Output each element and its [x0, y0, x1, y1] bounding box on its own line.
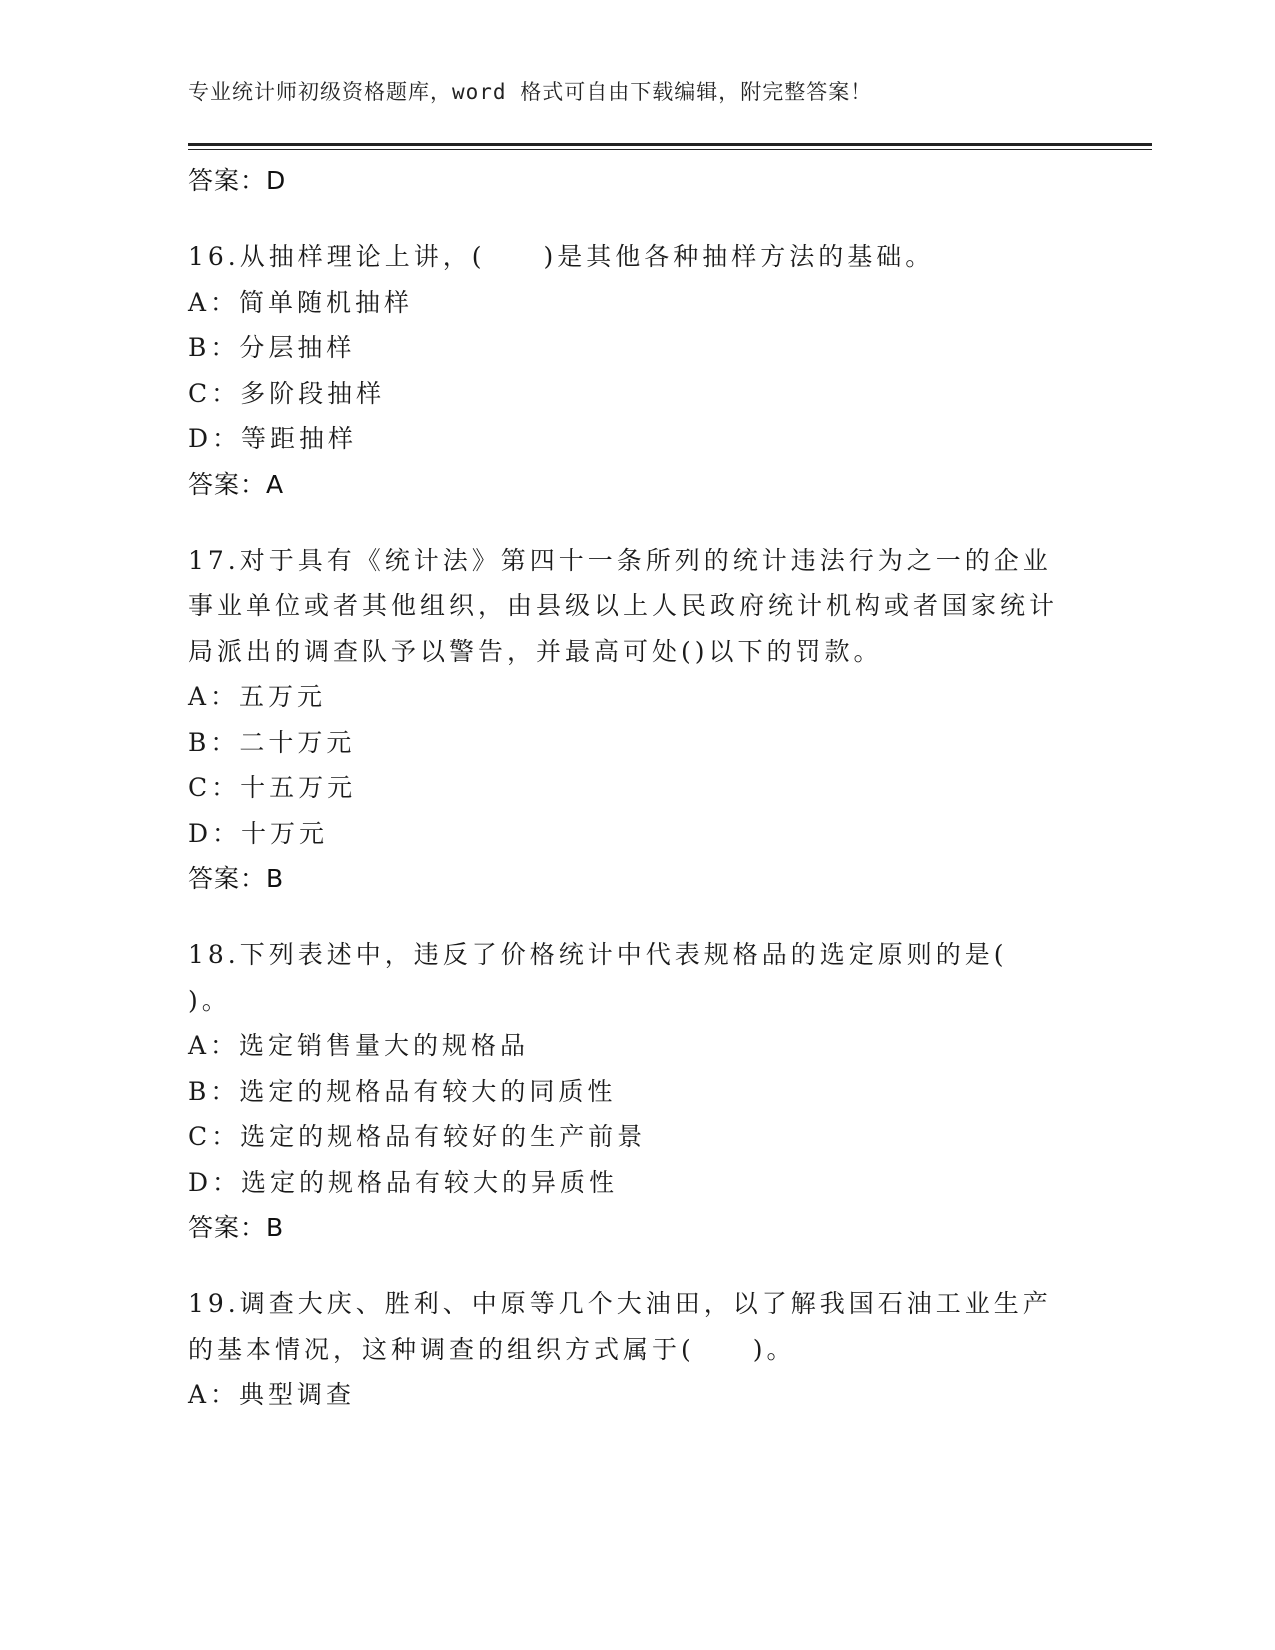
option-b: B：分层抽样 — [188, 333, 356, 362]
question-stem: 19.调查大庆、胜利、中原等几个大油田，以了解我国石油工业生产的基本情况，这种调查的组织方式属于( )。 — [188, 1289, 1052, 1364]
option-d: D：选定的规格品有较大的异质性 — [188, 1167, 619, 1197]
option-d: D：十万元 — [188, 818, 329, 848]
option-b: B：二十万元 — [188, 727, 356, 757]
option-a: A：选定销售量大的规格品 — [188, 1031, 530, 1060]
question-block-19 — [188, 1281, 1088, 1418]
question-block-18 — [188, 932, 1088, 1251]
question-stem: 16.从抽样理论上讲，( )是其他各种抽样方法的基础。 — [188, 242, 935, 271]
option-c: C：选定的规格品有较好的生产前景 — [188, 1122, 647, 1151]
answer-line: 答案：A — [188, 469, 285, 499]
option-a: A：简单随机抽样 — [188, 287, 414, 317]
option-d: D：等距抽样 — [188, 424, 358, 453]
header-divider-thin — [188, 149, 1152, 150]
option-b: B：选定的规格品有较大的同质性 — [188, 1076, 617, 1106]
answer-line: 答案：B — [188, 1213, 285, 1242]
question-stem: 17.对于具有《统计法》第四十一条所列的统计违法行为之一的企业事业单位或者其他组织，由县级以上人民政府统计机构或者国家统计局派出的调查队予以警告，并最高可处()以下的罚款。 — [188, 545, 1059, 666]
header-divider-thick — [188, 143, 1152, 146]
question-content — [188, 158, 1088, 1448]
question-stem: 18.下列表述中，违反了价格统计中代表规格品的选定原则的是( )。 — [188, 940, 1066, 1015]
question-block-16 — [188, 234, 1088, 508]
option-a: A：典型调查 — [188, 1380, 356, 1409]
document-header-note: 专业统计师初级资格题库，word 格式可自由下载编辑，附完整答案！ — [188, 80, 873, 104]
question-block-17 — [188, 538, 1088, 903]
answer-line: 答案：D — [188, 166, 287, 195]
option-a: A：五万元 — [188, 682, 327, 711]
option-c: C：多阶段抽样 — [188, 378, 386, 408]
option-c: C：十五万元 — [188, 773, 357, 802]
answer-line: 答案：B — [188, 864, 285, 893]
